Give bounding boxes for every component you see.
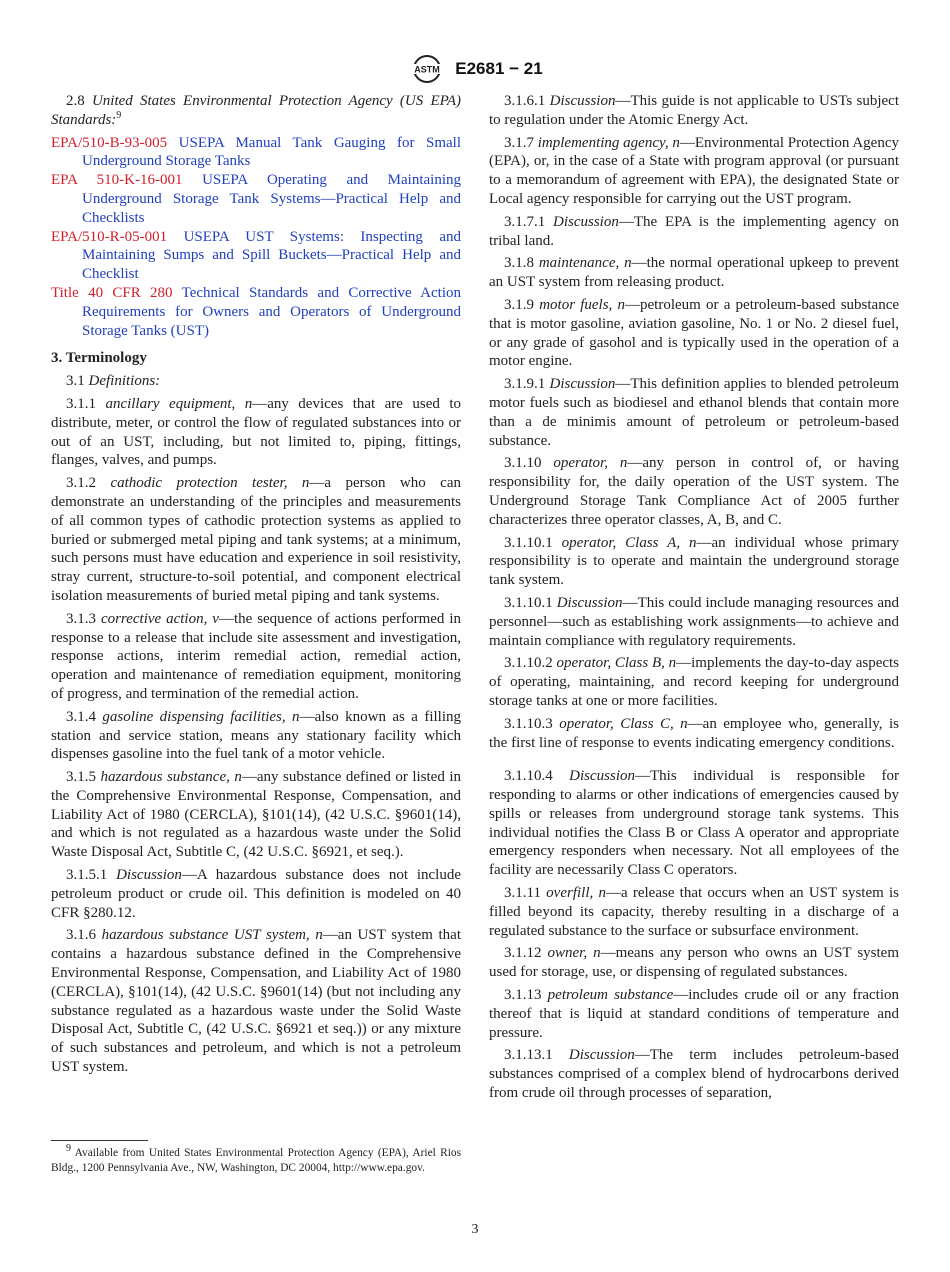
right-column [489,92,899,1107]
section-3-1: 3.1 Definitions: [66,373,161,390]
definition-3-1-3: 3.1.3 corrective action, v—the sequence of actions performed in response to a release that include site assessment and investigation, response actions, interim remedial action, remedial action, operation and maintenance of remediation equipment, monitoring of progress, and termination of the remedial action. [51,610,461,702]
definition-3-1-2: 3.1.2 cathodic protection tester, n—a person who can demonstrate an understanding of the principles and measurements of all common types of cathodic protection systems as applied to buried or submerged metal piping and tank systems; at a minimum, such persons must have education and experience in soil resistivity, stray current, structure-to-soil potential, and component electrical isolation measurements of buried metal piping and tank systems. [51,475,462,604]
reference-item[interactable]: EPA/510-B-93-005 USEPA Manual Tank Gauging for Small Underground Storage Tanks [51,134,461,170]
discussion-3-1-10-4: 3.1.10.4 Discussion—This individual is responsible for responding to alarms or other indications of emergencies caused by spills or releases from underground storage tank systems. This individual notifies the Class B or Class A operator and appropriate emergency responders when necessary. Not all employees of the facility are necessarily Class C operators. [489,768,900,879]
definition-3-1-8: 3.1.8 maintenance, n—the normal operational upkeep to prevent an UST system from releasing product. [489,255,900,291]
section-heading-terminology: 3. Terminology [51,350,147,367]
definition-3-1-10: 3.1.10 operator, n—any person in control of, or having responsibility for, the daily operation of the UST system. The Underground Storage Tank Compliance Act of 2005 further characterizes three operator classes, A, B, and C. [489,455,900,528]
definition-3-1-4: 3.1.4 gasoline dispensing facilities, n—also known as a filling station and service station, means any stationary facility which dispenses gasoline into the fuel tank of a motor vehicle. [51,708,462,763]
definition-3-1-10-2: 3.1.10.2 operator, Class B, n—implements the day-to-day aspects of operating, maintaining, and record keeping for underground storage tanks at one or more facilities. [489,655,900,709]
definition-3-1-9: 3.1.9 motor fuels, n—petroleum or a petroleum-based substance that is motor gasoline, aviation gasoline, No. 1 or No. 2 diesel fuel, or any grade of gasohol and is typically used in the operation of a motor engine. [489,296,900,370]
document-id: E2681 − 21 [455,59,543,78]
definition-3-1-10-3: 3.1.10.3 operator, Class C, n—an employee who, generally, is the first line of response to events indicating emergency conditions. [489,715,899,751]
discussion-3-1-7-1: 3.1.7.1 Discussion—The EPA is the implementing agency on tribal land. [489,213,900,249]
definition-3-1-11: 3.1.11 overfill, n—a release that occurs when an UST system is filled beyond its capacity, thereby resulting in a discharge of a regulated substance to the surface or subsurface environment. [489,885,899,939]
definition-3-1-5: 3.1.5 hazardous substance, n—any substance defined or listed in the Comprehensive Environmental Response, Compensation, and Liability Act of 1980 (CERCLA), §101(14), (42 U.S.C. §9601(14), and which is not regulated as a hazardous waste under the Solid Waste Disposal Act, Subtitle C, (42 U.S.C. §6921, et seq.). [51,769,461,861]
page-header [0,54,950,84]
svg-text:ASTM: ASTM [414,64,441,75]
definition-3-1-6: 3.1.6 hazardous substance UST system, n—an UST system that contains a hazardous substance defined in the Comprehensive Environmental Response, Compensation, and Liability Act of 1980 (CERCLA), §101(14), (42 U.S.C. §9601(14) (but not including any substance regulated as a hazardous waste under the Solid Waste Disposal Act, Subtitle C, (42 U.S.C. §6921 et seq.)) or any mixture of such substances and petroleum, and which is not a petroleum UST system. [51,927,461,1076]
reference-item[interactable]: Title 40 CFR 280 Technical Standards and Corrective Action Requirements for Owners and Operators of Underground Storage Tanks (UST) [51,284,461,339]
discussion-3-1-6-1: 3.1.6.1 Discussion—This guide is not applicable to USTs subject to regulation under the Atomic Energy Act. [489,93,899,128]
definition-3-1-10-1: 3.1.10.1 operator, Class A, n—an individual whose primary responsibility is to operate and maintain the underground storage tank system. [489,534,900,589]
discussion-3-1-10-1: 3.1.10.1 Discussion—This could include managing resources and personnel—such as establishing work assignments—to achieve and maintain compliance with regulatory requirements. [489,594,899,649]
footnote: $^9$ Available from United States Environmental Protection Agency (EPA), Ariel Rios Bldg., 1200 Pennsylvania Ave., NW, Washington, DC 20004, http://www.epa.gov. [51,1143,461,1174]
discussion-3-1-9-1: 3.1.9.1 Discussion—This definition applies to blended petroleum motor fuels such as biodiesel and ethanol blends that contain more than a de minimis amount of petroleum or petroleum-based substance. [489,376,899,449]
reference-item[interactable]: EPA 510-K-16-001 USEPA Operating and Maintaining Underground Storage Tank Systems—Practical Help and Checklists [51,172,462,226]
page-number: 3 [471,1222,479,1237]
discussion-3-1-5-1: 3.1.5.1 Discussion—A hazardous substance does not include petroleum product or crude oil. This definition is modeled on 40 CFR §280.12. [51,867,461,921]
reference-item[interactable]: EPA/510-R-05-001 USEPA UST Systems: Inspecting and Maintaining Sumps and Spill Buckets—Practical Help and Checklist [51,228,461,283]
spacer [489,756,899,767]
definition-3-1-7: 3.1.7 implementing agency, n—Environmental Protection Agency (EPA), or, in the case of a State with program approval (or pursuant to a memorandum of agreement with EPA), the designated State or Local agency responsible for carrying out the UST program. [489,134,899,207]
section-2-8: 2.8 United States Environmental Protection Agency (US EPA) Standards:$^9$ [51,93,461,128]
footnote-divider [51,1140,148,1141]
definition-3-1-13: 3.1.13 petroleum substance—includes crude oil or any fraction thereof that is liquid at standard conditions of temperature and pressure. [489,987,900,1041]
left-column [51,92,461,1081]
definition-3-1-12: 3.1.12 owner, n—means any person who owns an UST system used for storage, use, or dispensing of regulated substances. [489,945,899,981]
astm-logo-icon [407,54,447,84]
discussion-3-1-13-1: 3.1.13.1 Discussion—The term includes petroleum-based substances comprised of a complex blend of hydrocarbons derived from crude oil through processes of separation, [489,1047,900,1102]
definition-3-1-1: 3.1.1 ancillary equipment, n—any devices that are used to distribute, meter, or control the flow of regulated substances into or out of an UST, including, but not limited to, piping, fittings, flanges, valves, and pumps. [51,395,461,469]
